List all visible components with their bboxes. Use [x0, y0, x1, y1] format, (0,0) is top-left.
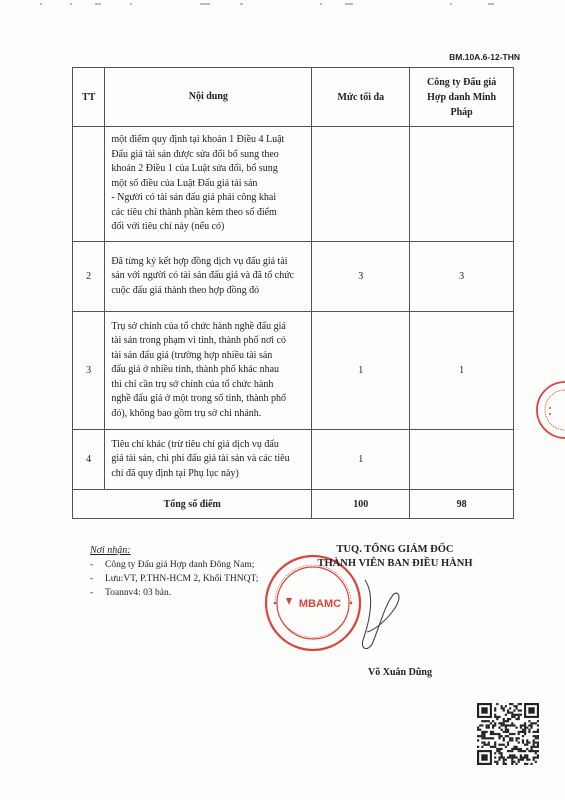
- cell-tt: 3: [73, 312, 105, 430]
- recipients-block: [90, 545, 270, 601]
- cell-max: 1: [312, 312, 410, 430]
- cell-max: [312, 127, 410, 242]
- header-max: Mức tối đa: [312, 68, 410, 127]
- list-item: - Công ty Đấu giá Hợp danh Đông Nam;: [90, 559, 270, 572]
- cell-max: 3: [312, 242, 410, 312]
- table-row: [73, 312, 514, 430]
- table-row: [73, 430, 514, 490]
- criteria-table: [72, 67, 514, 519]
- recipients-list: [90, 559, 270, 600]
- cell-content: một điểm quy định tại khoản 1 Điều 4 Luật Đấu giá tài sản được sửa đổi bổ sung theo khoản 2 Điều 1 của Luật sửa đổi, bổ sung một số điều của Luật Đấu giá tài sản - Người có tài sản đấu giá phải công khai các tiêu chí thành phần kèm theo số điểm đối với tiêu chí này (nếu có): [105, 127, 312, 242]
- scan-edge-marks: [0, 2, 565, 6]
- signature-block: [280, 543, 510, 571]
- signature-title-2: THÀNH VIÊN BAN ĐIỀU HÀNH: [317, 558, 473, 569]
- cell-tt: 4: [73, 430, 105, 490]
- signer-name: Võ Xuân Dũng: [368, 667, 432, 678]
- list-item: - Lưu:VT, P.THN-HCM 2, Khối THNQT;: [90, 573, 270, 586]
- signature-title-1: TUQ. TỔNG GIÁM ĐỐC: [336, 544, 454, 555]
- cell-tt: [73, 127, 105, 242]
- total-company: 98: [410, 490, 514, 519]
- table-row: [73, 127, 514, 242]
- table-header-row: [73, 68, 514, 127]
- cell-max: 1: [312, 430, 410, 490]
- cell-content: Đã từng ký kết hợp đồng dịch vụ đấu giá tài sản với người có tài sản đấu giá và đã tổ chức cuộc đấu giá thành theo hợp đồng đó: [105, 242, 312, 312]
- recipients-title: Nơi nhận:: [90, 545, 131, 556]
- header-company: Công ty Đấu giá Hợp danh Minh Pháp: [410, 68, 514, 127]
- cell-company: 1: [410, 312, 514, 430]
- cell-tt: 2: [73, 242, 105, 312]
- cell-company: [410, 127, 514, 242]
- cell-content: Trụ sở chính của tổ chức hành nghề đấu giá tài sản trong phạm vi tỉnh, thành phố nơi có tài sản đấu giá (trường hợp nhiều tài sản đấu giá ở nhiều tỉnh, thành phố khác nhau thì chỉ cần trụ sở chính của tổ chức hành nghề đấu giá ở một trong số tỉnh, thành phố đó), không bao gồm trụ sở chi nhánh.: [105, 312, 312, 430]
- cell-content: Tiêu chí khác (trừ tiêu chí giá dịch vụ đấu giá tài sản, chi phí đấu giá tài sản và các tiêu chí đã quy định tại Phụ lục này): [105, 430, 312, 490]
- qr-code: [477, 703, 539, 765]
- header-content: Nội dung: [105, 68, 312, 127]
- cell-company: 3: [410, 242, 514, 312]
- header-tt: TT: [73, 68, 105, 127]
- seal-logo-text: MBAMC: [298, 598, 342, 610]
- list-item: - Toannv4: 03 bản.: [90, 587, 270, 600]
- total-max: 100: [312, 490, 410, 519]
- total-label: Tổng số điểm: [73, 490, 312, 519]
- side-seal-stamp: [528, 380, 565, 440]
- table-row: [73, 242, 514, 312]
- total-row: [73, 490, 514, 519]
- document-code: BM.10A.6-12-THN: [449, 52, 520, 62]
- handwritten-signature: [345, 570, 415, 660]
- cell-company: [410, 430, 514, 490]
